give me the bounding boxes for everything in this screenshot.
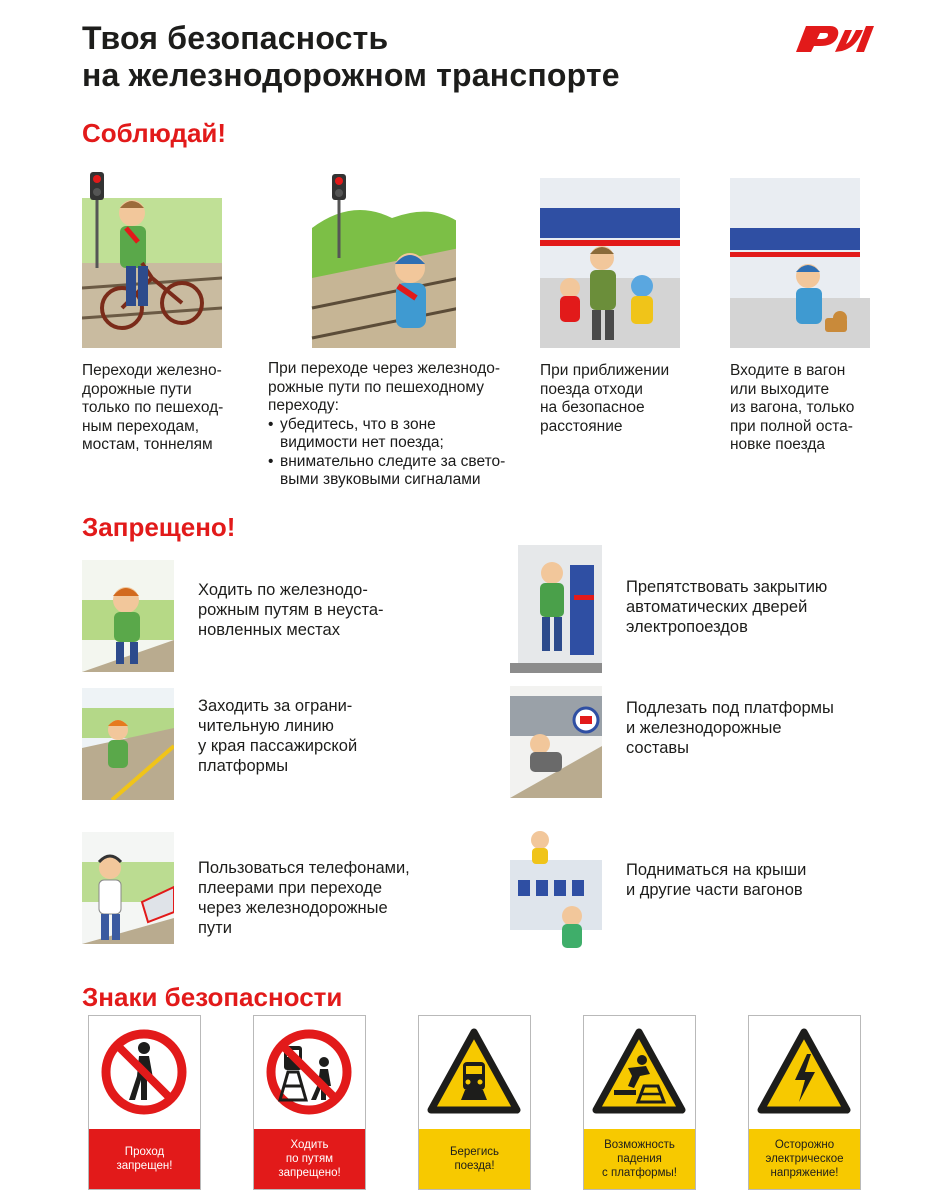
cyclist-crossing-illustration xyxy=(82,168,222,348)
forbidden-text: Подлезать под платформы и железнодорожные составы xyxy=(626,699,834,757)
climbing-roof-illustration xyxy=(510,820,602,950)
forbidden-text: Ходить по железнодо- рожным путям в неуста- новленных местах xyxy=(198,581,384,639)
observe-caption: При приближении поезда отходи на безопасное расстояние xyxy=(540,362,670,435)
sign-label: Ходить по путям запрещено! xyxy=(254,1129,365,1189)
observe-rule-crossing xyxy=(82,168,223,455)
observe-caption: Входите в вагон или выходите из вагона, только при полной оста- новке поезда xyxy=(730,362,855,453)
crawling-under-illustration xyxy=(510,686,602,798)
forbidden-item-blocking-doors xyxy=(510,545,910,665)
phone-while-crossing-illustration xyxy=(82,832,174,944)
child-boarding-illustration xyxy=(730,168,870,348)
forbidden-item-platform-line xyxy=(82,688,482,808)
page-title xyxy=(82,20,620,94)
sign-label: Берегись поезда! xyxy=(419,1129,530,1189)
forbidden-text: Подниматься на крыши и другие части вагонов xyxy=(626,861,807,899)
sign-platform-fall xyxy=(583,1015,696,1190)
observe-rule-safe-distance xyxy=(540,168,680,436)
sign-label: Проход запрещен! xyxy=(89,1129,200,1189)
blocking-doors-illustration xyxy=(510,545,602,673)
sign-no-walking-tracks xyxy=(253,1015,366,1190)
train-icon xyxy=(419,1016,530,1128)
sign-no-passage xyxy=(88,1015,201,1190)
pedestrian-icon xyxy=(89,1016,200,1128)
observe-heading: Соблюдай! xyxy=(82,118,227,148)
observe-caption: Переходи железно- дорожные пути только по пешеход- ным переходам, мостам, тоннелям xyxy=(82,362,224,453)
observe-bullets xyxy=(268,416,505,490)
title-line-1: Твоя безопасность xyxy=(82,20,389,56)
bullet-item: • убедитесь, что в зоне видимости нет поезда; xyxy=(268,416,505,453)
forbidden-item-phones xyxy=(82,832,482,952)
forbidden-item-crawling-under xyxy=(510,686,910,806)
title-line-2: на железнодорожном транспорте xyxy=(82,57,620,93)
sign-label: Осторожно электрическое напряжение! xyxy=(749,1129,860,1189)
falling-person-icon xyxy=(584,1016,695,1128)
forbidden-item-walking-tracks xyxy=(82,560,482,680)
child-at-crossing-illustration xyxy=(308,168,456,348)
observe-caption: При переходе через железнодо- рожные пути по пешеходному переходу: xyxy=(268,360,501,414)
forbidden-heading: Запрещено! xyxy=(82,512,236,542)
forbidden-text: Пользоваться телефонами, плеерами при переходе через железнодорожные пути xyxy=(198,859,410,937)
rzd-logo xyxy=(790,18,876,58)
platform-edge-illustration xyxy=(82,688,174,800)
walking-on-tracks-icon xyxy=(254,1016,365,1128)
walking-on-tracks-illustration xyxy=(82,560,174,672)
observe-rule-full-stop xyxy=(730,168,870,455)
forbidden-item-roofs xyxy=(510,820,910,940)
observe-rule-pedestrian-crossing xyxy=(268,168,505,490)
lightning-icon xyxy=(749,1016,860,1128)
sign-beware-train xyxy=(418,1015,531,1190)
sign-electric-voltage xyxy=(748,1015,861,1190)
sign-label: Возможность падения с платформы! xyxy=(584,1129,695,1189)
bullet-item: • внимательно следите за свето- выми звуковыми сигналами xyxy=(268,453,505,490)
forbidden-text: Препятствовать закрытию автоматических дверей электропоездов xyxy=(626,578,828,636)
family-at-platform-illustration xyxy=(540,168,680,348)
signs-heading: Знаки безопасности xyxy=(82,982,343,1012)
forbidden-text: Заходить за ограни- чительную линию у края пассажирской платформы xyxy=(198,697,358,775)
